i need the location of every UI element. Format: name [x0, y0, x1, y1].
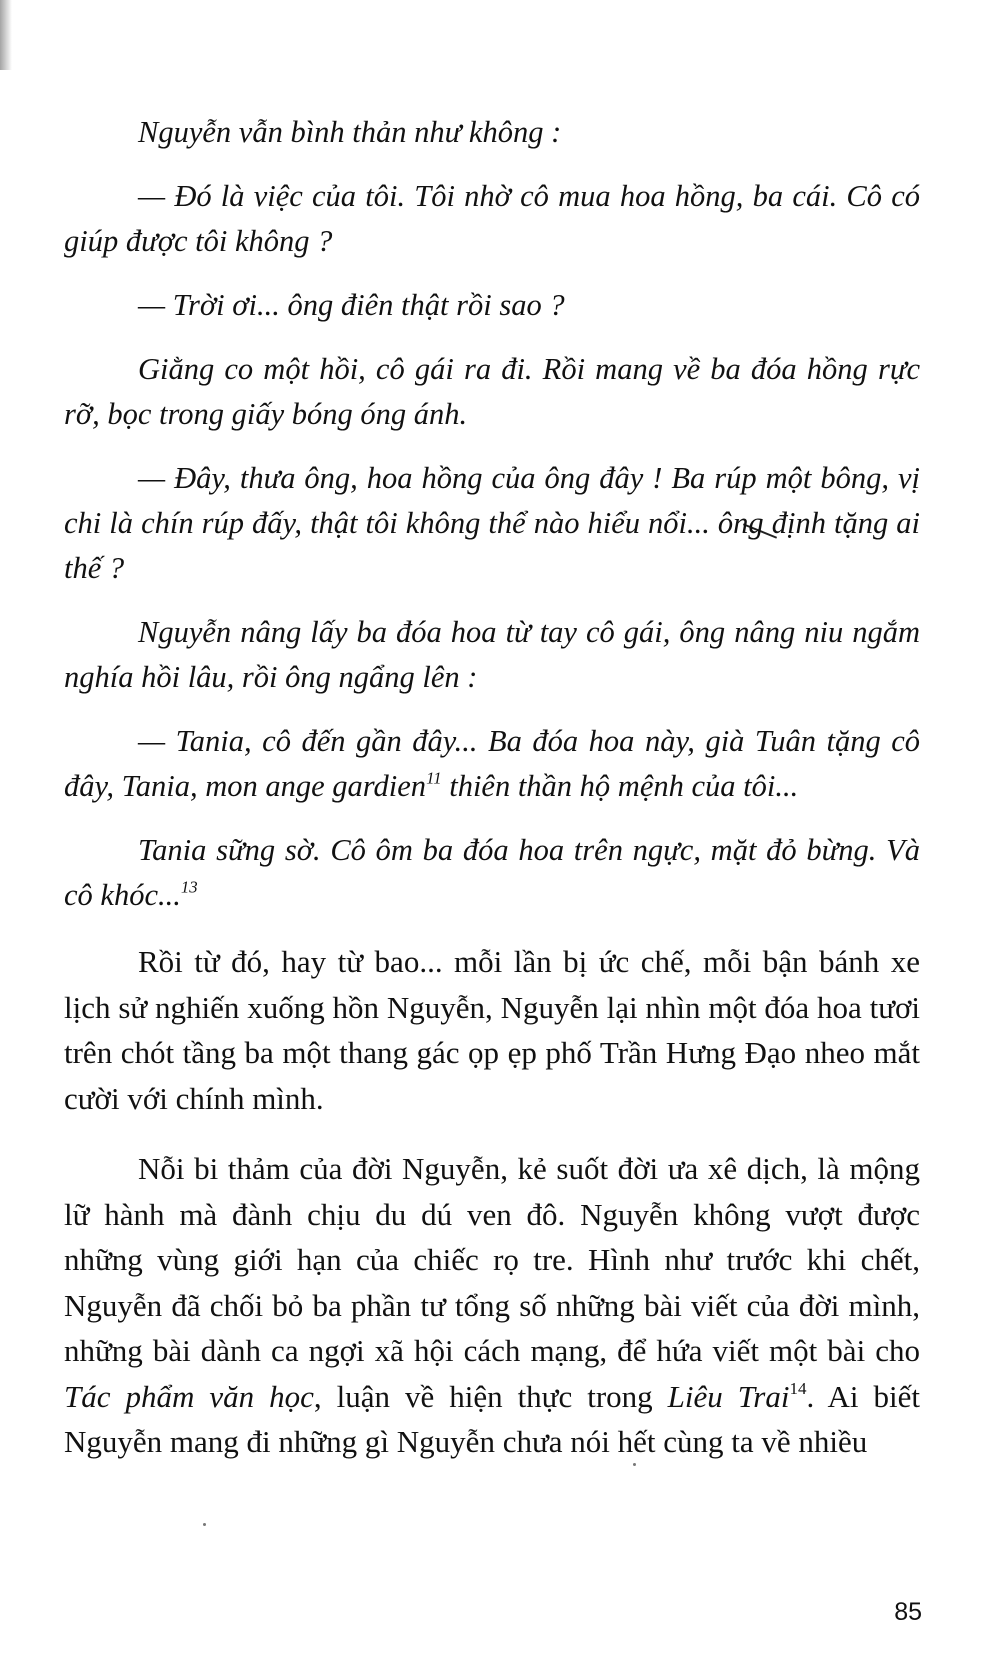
paragraph-10-text-end: . Ai biết Nguyễn mang đi những gì Nguyễn chưa nói hết cùng ta về nhiều: [64, 1378, 920, 1459]
work-title-tac-pham-van-hoc: Tác phẩm văn học: [64, 1378, 314, 1414]
paragraph-7-text: — Tania, cô đến gần đây... Ba đóa hoa này, già Tuân tặng cô đây, Tania, mon ange gardien: [64, 724, 920, 803]
footnote-marker-14: 14: [789, 1378, 807, 1398]
paragraph-2-dialogue: — Đó là việc của tôi. Tôi nhờ cô mua hoa hồng, ba cái. Cô có giúp được tôi không ?: [64, 179, 920, 258]
footnote-marker-13: 13: [180, 877, 198, 897]
paragraph-6: Nguyễn nâng lấy ba đóa hoa từ tay cô gái, ông nâng niu ngắm nghía hồi lâu, rồi ông ngẩng lên :: [64, 615, 920, 694]
paragraph-10: [64, 1146, 920, 1465]
paragraph-10-text: Nỗi bi thảm của đời Nguyễn, kẻ suốt đời ưa xê dịch, là mộng lữ hành mà đành chịu du dú ven đô. Nguyễn không vượt được những vùng giới hạn của chiếc rọ tre. Hình như trước khi chết, Nguyễn đã chối bỏ ba phần tư tổng số những bài viết của đời mình, những bài dành ca ngợi xã hội cách mạng, để hứa viết một bài cho: [64, 1151, 920, 1368]
scan-edge-mark: [0, 0, 12, 70]
work-title-lieu-trai: Liêu Trai: [667, 1378, 790, 1414]
paragraph-1: Nguyễn vẫn bình thản như không :: [138, 115, 562, 149]
paragraph-3-dialogue: — Trời ơi... ông điên thật rồi sao ?: [138, 288, 565, 322]
paragraph-8-text: Tania sững sờ. Cô ôm ba đóa hoa trên ngực, mặt đỏ bừng. Và cô khóc...: [64, 833, 920, 912]
paragraph-5-dialogue: — Đây, thưa ông, hoa hồng của ông đây ! Ba rúp một bông, vị chi là chín rúp đấy, thật tôi không thể nào hiểu nổi... ông định tặng ai thế ?: [64, 461, 920, 585]
page-number: 85: [894, 1598, 922, 1626]
book-page-body: [64, 110, 920, 1465]
paragraph-9: Rồi từ đó, hay từ bao... mỗi lần bị ức chế, mỗi bận bánh xe lịch sử nghiến xuống hồn Nguyễn, Nguyễn lại nhìn một đóa hoa tươi trên chót tầng ba một thang gác ọp ẹp phố Trần Hưng Đạo nheo mắt cười với chính mình.: [64, 944, 920, 1116]
paragraph-10-text-middle: , luận về hiện thực trong: [313, 1378, 668, 1414]
paragraph-4: Giằng co một hồi, cô gái ra đi. Rồi mang về ba đóa hồng rực rỡ, bọc trong giấy bóng óng ánh.: [64, 352, 920, 431]
scan-speck: [203, 1523, 206, 1526]
paragraph-7-text-end: thiên thần hộ mệnh của tôi...: [441, 769, 799, 803]
footnote-marker-11: 11: [426, 768, 442, 788]
paragraph-7-dialogue: [64, 719, 920, 809]
paragraph-8: [64, 828, 920, 918]
